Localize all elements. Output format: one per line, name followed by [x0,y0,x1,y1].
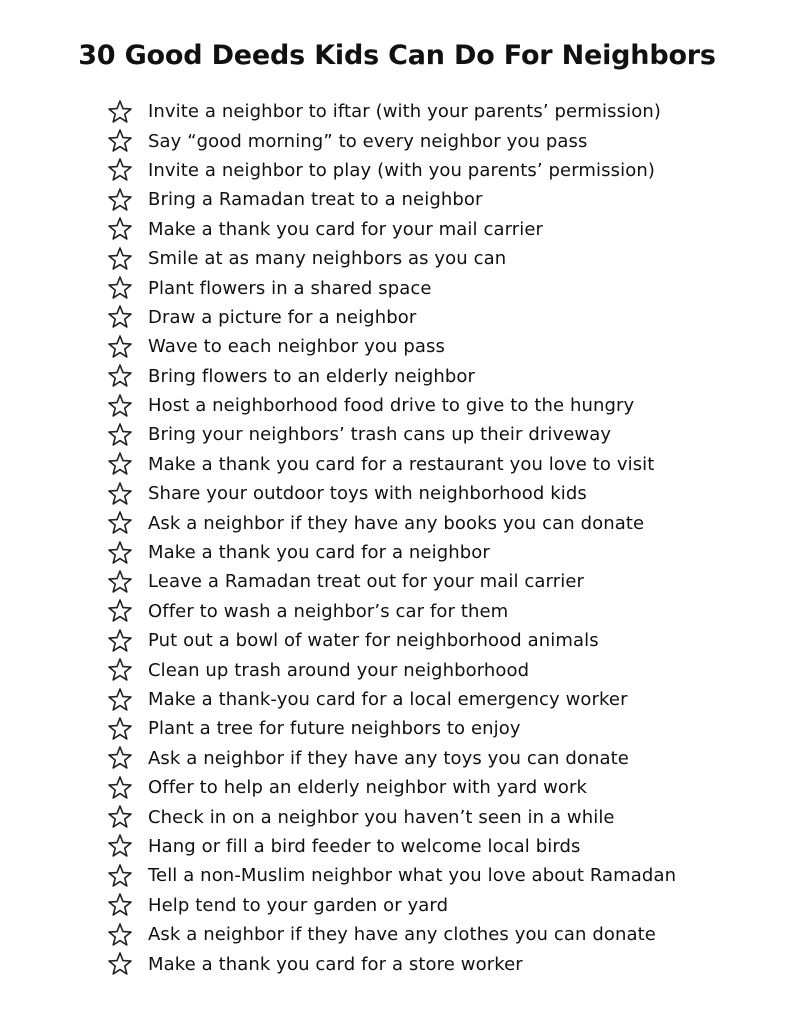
star-checkbox-icon [107,716,133,742]
list-item-label: Ask a neighbor if they have any toys you can donate [148,747,629,769]
list-item-label: Ask a neighbor if they have any books you can donate [148,512,645,534]
list-item-label: Check in on a neighbor you haven’t seen in a while [148,806,615,828]
list-item [107,479,787,508]
list-item [107,332,787,361]
star-checkbox-icon [107,187,133,213]
list-item-label: Help tend to your garden or yard [148,894,449,916]
star-checkbox-icon [107,628,133,654]
star-checkbox-icon [107,157,133,183]
list-item [107,156,787,185]
list-item-label: Draw a picture for a neighbor [148,306,417,328]
star-checkbox-icon [107,99,133,125]
list-item [107,655,787,684]
list-item-label: Offer to wash a neighbor’s car for them [148,600,509,622]
list-item [107,215,787,244]
list-item [107,244,787,273]
list-item-label: Make a thank you card for your mail carrier [148,218,544,240]
list-item [107,391,787,420]
list-item-label: Host a neighborhood food drive to give to the hungry [148,395,635,417]
list-item-label: Smile at as many neighbors as you can [148,248,507,270]
list-item [107,626,787,655]
list-item-label: Bring your neighbors’ trash cans up their driveway [148,424,612,446]
list-item-label: Share your outdoor toys with neighborhood kids [148,483,587,505]
list-item [107,685,787,714]
list-item-label: Clean up trash around your neighborhood [148,659,530,681]
list-item [107,597,787,626]
star-checkbox-icon [107,775,133,801]
list-item [107,714,787,743]
list-item [107,508,787,537]
star-checkbox-icon [107,304,133,330]
star-checkbox-icon [107,393,133,419]
list-item [107,773,787,802]
list-item-label: Plant flowers in a shared space [148,277,432,299]
list-item-label: Plant a tree for future neighbors to enjoy [148,718,521,740]
list-item-label: Ask a neighbor if they have any clothes you can donate [148,924,656,946]
list-item-label: Bring a Ramadan treat to a neighbor [148,189,483,211]
list-item [107,97,787,126]
list-item [107,861,787,890]
star-checkbox-icon [107,481,133,507]
star-checkbox-icon [107,363,133,389]
list-item [107,832,787,861]
list-item-label: Wave to each neighbor you pass [148,336,445,358]
list-item-label: Invite a neighbor to play (with you parents’ permission) [148,159,655,181]
star-checkbox-icon [107,451,133,477]
star-checkbox-icon [107,922,133,948]
star-checkbox-icon [107,687,133,713]
list-item [107,802,787,831]
list-item [107,185,787,214]
star-checkbox-icon [107,657,133,683]
list-item [107,303,787,332]
star-checkbox-icon [107,745,133,771]
list-item-label: Say “good morning” to every neighbor you pass [148,130,588,152]
star-checkbox-icon [107,128,133,154]
star-checkbox-icon [107,334,133,360]
list-item [107,920,787,949]
list-item [107,538,787,567]
list-item-label: Hang or fill a bird feeder to welcome local birds [148,835,581,857]
list-item-label: Bring flowers to an elderly neighbor [148,365,476,387]
list-item [107,273,787,302]
star-checkbox-icon [107,892,133,918]
list-item [107,744,787,773]
star-checkbox-icon [107,540,133,566]
list-item [107,126,787,155]
star-checkbox-icon [107,951,133,977]
star-checkbox-icon [107,510,133,536]
list-item [107,949,787,978]
list-item [107,567,787,596]
good-deeds-list [107,97,787,979]
list-item-label: Make a thank you card for a restaurant you love to visit [148,453,655,475]
star-checkbox-icon [107,833,133,859]
star-checkbox-icon [107,216,133,242]
star-checkbox-icon [107,422,133,448]
list-item-label: Invite a neighbor to iftar (with your parents’ permission) [148,101,661,123]
star-checkbox-icon [107,598,133,624]
list-item [107,891,787,920]
list-item [107,450,787,479]
list-item-label: Leave a Ramadan treat out for your mail carrier [148,571,584,593]
star-checkbox-icon [107,804,133,830]
list-item-label: Make a thank you card for a store worker [148,953,523,975]
list-item-label: Offer to help an elderly neighbor with yard work [148,777,588,799]
list-item-label: Make a thank you card for a neighbor [148,542,490,564]
list-item-label: Put out a bowl of water for neighborhood animals [148,630,599,652]
list-item [107,362,787,391]
star-checkbox-icon [107,246,133,272]
list-item-label: Tell a non-Muslim neighbor what you love about Ramadan [148,865,677,887]
star-checkbox-icon [107,275,133,301]
page-title: 30 Good Deeds Kids Can Do For Neighbors [78,40,716,71]
list-item-label: Make a thank-you card for a local emergency worker [148,689,628,710]
star-checkbox-icon [107,569,133,595]
list-item [107,420,787,449]
star-checkbox-icon [107,863,133,889]
